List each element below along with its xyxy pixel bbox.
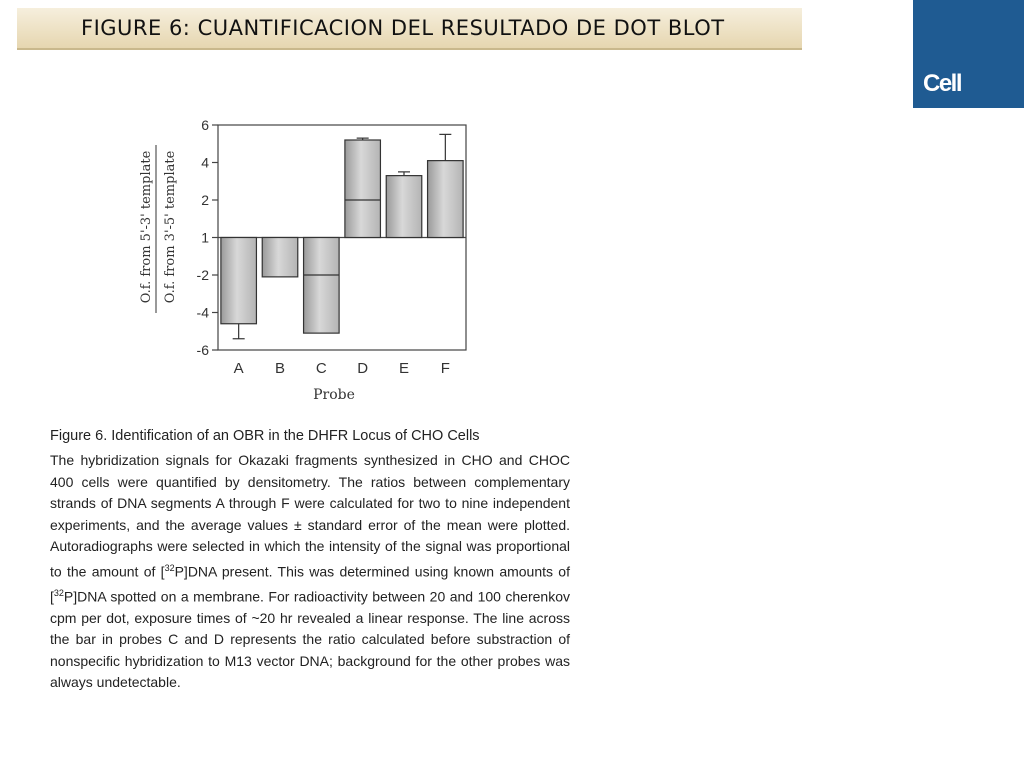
bar-chart — [120, 115, 500, 415]
x-axis-label: Probe — [313, 387, 355, 403]
title-bar — [17, 8, 802, 50]
bar-B — [262, 238, 298, 277]
y-axis-label — [139, 145, 178, 313]
x-tick-label-F: F — [440, 360, 450, 377]
cell-logo — [913, 0, 1024, 108]
y-tick-label: 6 — [201, 117, 209, 133]
y-tick-label: 2 — [201, 192, 209, 208]
logo-text: Cell — [923, 70, 962, 97]
y-tick-label: -4 — [196, 304, 209, 321]
caption-title: Figure 6. Identification of an OBR in the DHFR Locus of CHO Cells — [50, 428, 480, 444]
caption-body: The hybridization signals for Okazaki fragments synthesized in CHO and CHOC 400 cells were quantified by densitometry. The ratios between complementary strands of DNA segments A through F were calculated for two to nine independent experiments, and the average values ± standard error of the mean were plotted. Autoradiographs were selected in which the intensity of the signal was proportional to the amount of [$^{32}$P]DNA present. This was determined using known amounts of [$^{32}$P]DNA spotted on a membrane. For radioactivity between 20 and 100 cherenkov cpm per dot, exposure times of ~20 hr revealed a linear response. The line across the bar in probes C and D represents the ratio calculated before substraction of nonspecific hybridization to M13 vector DNA; background for the other probes was always undetectable. — [50, 452, 570, 691]
bar-E — [386, 176, 422, 238]
x-tick-label-B: B — [274, 360, 286, 377]
x-tick-label-C: C — [315, 360, 327, 377]
ylabel-numerator: O.f. from 5'-3' template — [139, 150, 154, 304]
x-tick-label-E: E — [398, 360, 410, 377]
bar-F — [428, 161, 464, 238]
y-tick-label: 1 — [201, 229, 209, 246]
bar-D — [345, 140, 381, 238]
bar-A — [221, 238, 257, 324]
figure-caption — [50, 428, 570, 694]
x-tick-label-A: A — [233, 360, 244, 377]
bar-C — [304, 238, 340, 334]
y-tick-label: -6 — [196, 342, 209, 358]
x-tick-label-D: D — [357, 360, 369, 377]
y-tick-label: 4 — [201, 154, 209, 171]
slide-title: FIGURE 6: CUANTIFICACION DEL RESULTADO DE DOT BLOT — [81, 16, 725, 40]
ylabel-denominator: O.f. from 3'-5' template — [163, 150, 178, 304]
y-tick-label: -2 — [196, 267, 209, 283]
